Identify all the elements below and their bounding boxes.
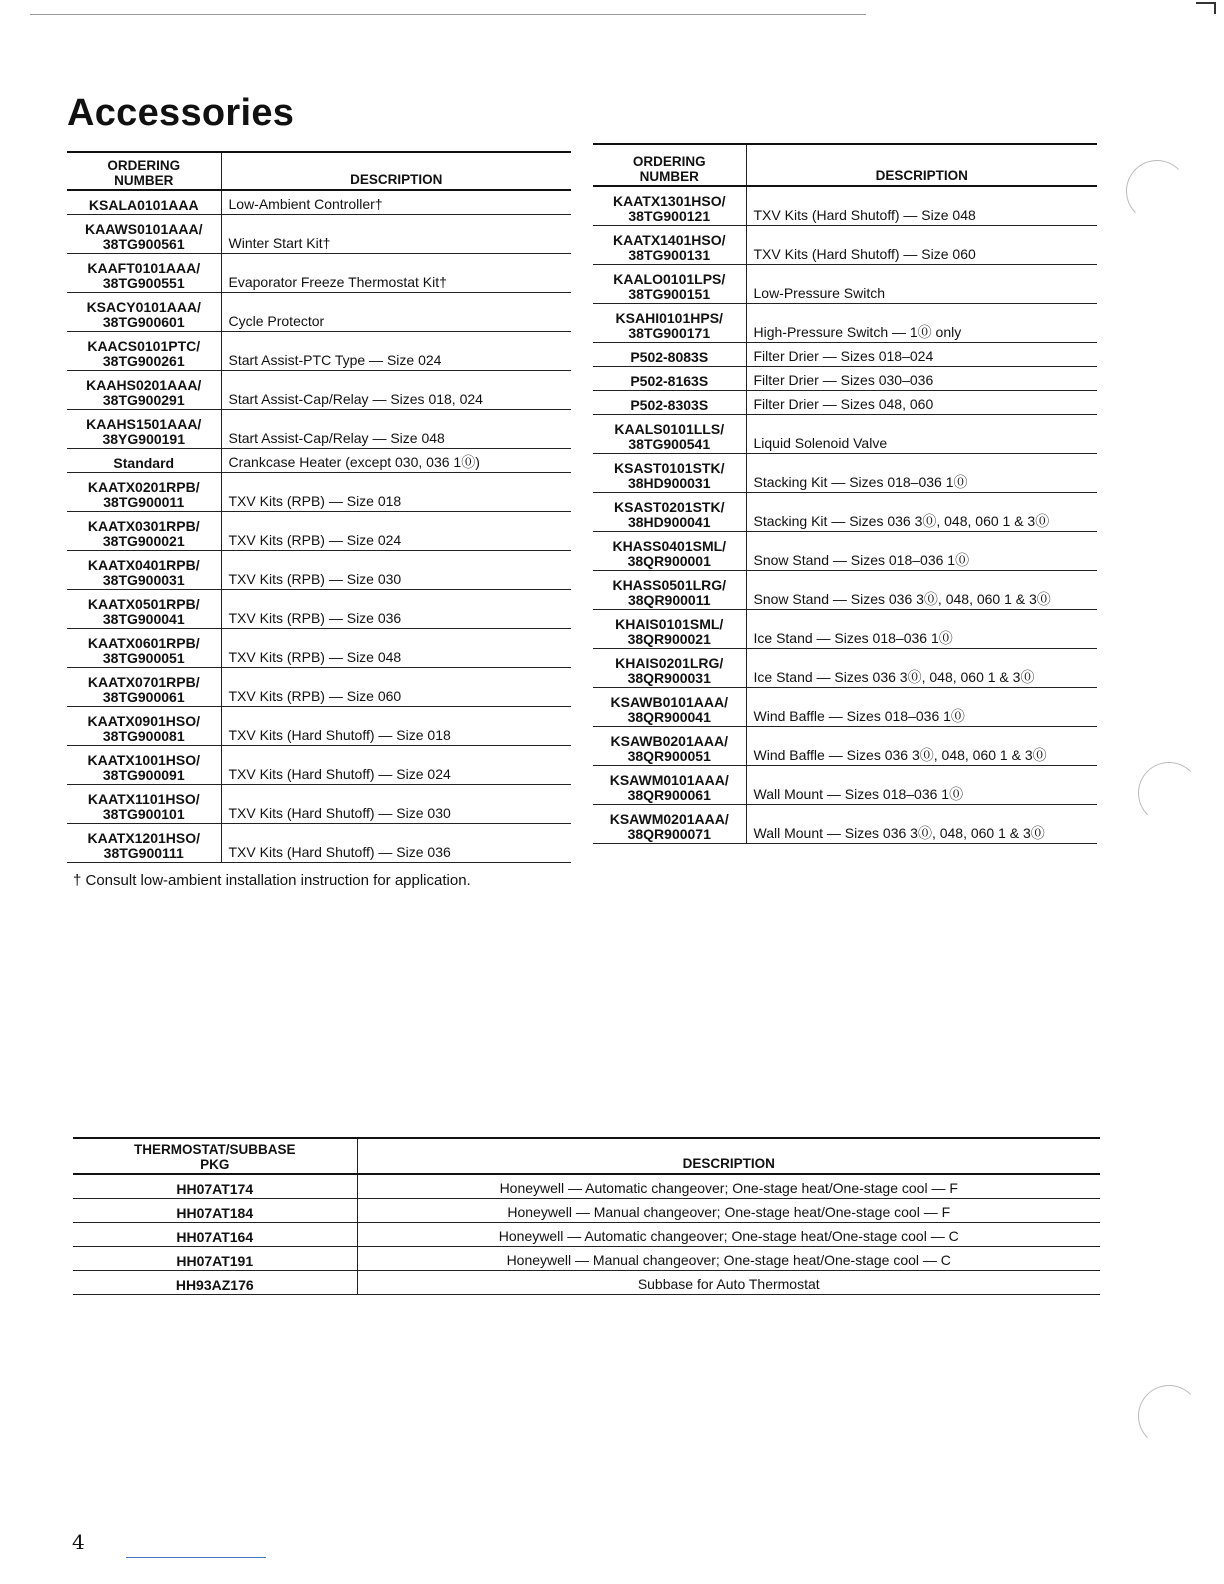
ordering-number: KAATX1001HSO/ 38TG900091 — [87, 751, 201, 783]
table-row — [67, 706, 571, 745]
ordering-number: KSACY0101AAA/ 38TG900601 — [86, 298, 201, 330]
page-number: 4 — [72, 1530, 85, 1554]
ordering-number-cell — [67, 511, 221, 550]
table-row — [67, 370, 571, 409]
table-row — [73, 1270, 1100, 1294]
ordering-number: KAALO0101LPS/ 38TG900151 — [613, 270, 726, 302]
ordering-number: KAATX0301RPB/ 38TG900021 — [87, 517, 200, 549]
table-row — [593, 186, 1097, 225]
description-cell: TXV Kits (Hard Shutoff) — Size 036 — [221, 823, 571, 862]
description-cell: TXV Kits (RPB) — Size 030 — [221, 550, 571, 589]
table-row — [67, 448, 571, 472]
ordering-number-cell — [593, 687, 746, 726]
description-cell: Honeywell — Manual changeover; One-stage heat/One-stage cool — C — [357, 1246, 1100, 1270]
table-row — [593, 303, 1097, 342]
binder-hole-bottom — [1138, 1385, 1200, 1447]
description-cell: TXV Kits (RPB) — Size 048 — [221, 628, 571, 667]
description-cell: Crankcase Heater (except 030, 036 1⓪) — [221, 448, 571, 472]
accessories-table-left — [67, 151, 571, 863]
ordering-number: KAATX0701RPB/ 38TG900061 — [87, 673, 200, 705]
ordering-number: KAAHS1501AAA/ 38YG900191 — [86, 415, 202, 447]
description-cell: Filter Drier — Sizes 048, 060 — [746, 390, 1097, 414]
footnote: † Consult low-ambient installation instruction for application. — [73, 872, 471, 889]
ordering-number-cell — [73, 1174, 357, 1198]
description-cell: Snow Stand — Sizes 018–036 1⓪ — [746, 531, 1097, 570]
ordering-number: HH07AT191 — [176, 1252, 254, 1269]
description-cell: Ice Stand — Sizes 036 3⓪, 048, 060 1 & 3⓪ — [746, 648, 1097, 687]
ordering-number: KSAST0101STK/ 38HD900031 — [614, 459, 725, 491]
table-row — [593, 390, 1097, 414]
ordering-number: KAALS0101LLS/ 38TG900541 — [614, 420, 725, 452]
ordering-number: HH07AT174 — [176, 1180, 254, 1197]
table-row — [593, 453, 1097, 492]
description-cell: Honeywell — Automatic changeover; One-stage heat/One-stage cool — C — [357, 1222, 1100, 1246]
ordering-number-cell — [67, 292, 221, 331]
ordering-number-cell — [593, 609, 746, 648]
ordering-number-cell — [593, 570, 746, 609]
description-cell: Honeywell — Automatic changeover; One-stage heat/One-stage cool — F — [357, 1174, 1100, 1198]
description-cell: Filter Drier — Sizes 018–024 — [746, 342, 1097, 366]
description-cell: TXV Kits (RPB) — Size 024 — [221, 511, 571, 550]
description-cell: Liquid Solenoid Valve — [746, 414, 1097, 453]
table-row — [67, 214, 571, 253]
table-row — [67, 628, 571, 667]
description-cell: TXV Kits (Hard Shutoff) — Size 060 — [746, 225, 1097, 264]
ordering-number-cell — [593, 303, 746, 342]
table-row — [593, 414, 1097, 453]
ordering-number: KHAIS0101SML/ 38QR900021 — [615, 615, 724, 647]
page-title: Accessories — [67, 92, 295, 134]
ordering-number-cell — [67, 706, 221, 745]
ordering-number-cell — [67, 190, 221, 214]
table-row — [67, 550, 571, 589]
ordering-number: KSAWB0101AAA/ 38QR900041 — [610, 693, 728, 725]
ordering-number: KSAWM0201AAA/ 38QR900071 — [609, 810, 729, 842]
ordering-number-cell — [67, 784, 221, 823]
description-header: DESCRIPTION — [357, 1138, 1100, 1174]
ordering-number-header-text: ORDERING NUMBER — [107, 158, 181, 188]
thermostat-pkg-header-text: THERMOSTAT/SUBBASE PKG — [134, 1142, 296, 1172]
table-row — [67, 745, 571, 784]
ordering-number-cell — [67, 823, 221, 862]
description-cell: Winter Start Kit† — [221, 214, 571, 253]
ordering-number: KAAHS0201AAA/ 38TG900291 — [86, 376, 202, 408]
ordering-number: KSAHI0101HPS/ 38TG900171 — [615, 309, 723, 341]
ordering-number-cell — [67, 628, 221, 667]
description-cell: TXV Kits (RPB) — Size 036 — [221, 589, 571, 628]
description-cell: Wall Mount — Sizes 018–036 1⓪ — [746, 765, 1097, 804]
ordering-number: KSAWM0101AAA/ 38QR900061 — [609, 771, 729, 803]
ordering-number-cell — [593, 186, 746, 225]
ordering-number-cell — [593, 342, 746, 366]
ordering-number-cell — [593, 531, 746, 570]
description-header: DESCRIPTION — [746, 144, 1097, 186]
description-cell: Start Assist-Cap/Relay — Size 048 — [221, 409, 571, 448]
ordering-number-cell — [67, 331, 221, 370]
table-row — [593, 687, 1097, 726]
ordering-number-cell — [73, 1270, 357, 1294]
table-row — [73, 1174, 1100, 1198]
ordering-number-cell — [73, 1198, 357, 1222]
description-cell: Low-Ambient Controller† — [221, 190, 571, 214]
ordering-number-cell — [593, 225, 746, 264]
table-row — [67, 409, 571, 448]
table-row — [67, 190, 571, 214]
description-cell: Subbase for Auto Thermostat — [357, 1270, 1100, 1294]
description-cell: TXV Kits (Hard Shutoff) — Size 030 — [221, 784, 571, 823]
description-cell: TXV Kits (Hard Shutoff) — Size 018 — [221, 706, 571, 745]
ordering-number-cell — [67, 409, 221, 448]
ordering-number: KAATX1301HSO/ 38TG900121 — [612, 192, 726, 224]
table-row — [67, 331, 571, 370]
top-rule — [30, 14, 866, 15]
description-cell: TXV Kits (RPB) — Size 018 — [221, 472, 571, 511]
ordering-number: KHAIS0201LRG/ 38QR900031 — [615, 654, 724, 686]
ordering-number-header-text: ORDERING NUMBER — [632, 154, 706, 184]
ordering-number-cell — [73, 1222, 357, 1246]
table-row — [593, 366, 1097, 390]
table-row — [67, 589, 571, 628]
thermostat-pkg-header — [73, 1138, 357, 1174]
ordering-number: HH07AT184 — [176, 1204, 254, 1221]
table-row — [593, 531, 1097, 570]
table-row — [593, 225, 1097, 264]
ordering-number: KAACS0101PTC/ 38TG900261 — [87, 337, 201, 369]
ordering-number-cell — [67, 589, 221, 628]
table-row — [73, 1198, 1100, 1222]
ordering-number: KAATX1201HSO/ 38TG900111 — [87, 829, 201, 861]
ordering-number: KHASS0401SML/ 38QR900001 — [612, 537, 727, 569]
ordering-number-cell — [73, 1246, 357, 1270]
description-cell: Wind Baffle — Sizes 018–036 1⓪ — [746, 687, 1097, 726]
table-row — [593, 570, 1097, 609]
ordering-number-cell — [67, 472, 221, 511]
table-row — [593, 765, 1097, 804]
description-cell: Low-Pressure Switch — [746, 264, 1097, 303]
ordering-number-cell — [593, 390, 746, 414]
table-row — [67, 472, 571, 511]
description-cell: Honeywell — Manual changeover; One-stage heat/One-stage cool — F — [357, 1198, 1100, 1222]
ordering-number-header — [593, 144, 746, 186]
ordering-number: KSALA0101AAA — [88, 196, 199, 213]
ordering-number-cell — [593, 366, 746, 390]
accessories-table-right — [593, 143, 1097, 844]
description-cell: Ice Stand — Sizes 018–036 1⓪ — [746, 609, 1097, 648]
table-row — [67, 667, 571, 706]
ordering-number-header — [67, 152, 221, 190]
ordering-number-cell — [593, 264, 746, 303]
table-row — [593, 342, 1097, 366]
ordering-number: HH07AT164 — [176, 1228, 254, 1245]
description-cell: TXV Kits (RPB) — Size 060 — [221, 667, 571, 706]
description-cell: Filter Drier — Sizes 030–036 — [746, 366, 1097, 390]
table-row — [73, 1246, 1100, 1270]
description-cell: Stacking Kit — Sizes 036 3⓪, 048, 060 1 & 3⓪ — [746, 492, 1097, 531]
ordering-number: P502-8083S — [630, 348, 709, 365]
thermostat-table — [73, 1137, 1100, 1295]
description-cell: Start Assist-Cap/Relay — Sizes 018, 024 — [221, 370, 571, 409]
ordering-number: KAATX1401HSO/ 38TG900131 — [612, 231, 726, 263]
table-row — [67, 292, 571, 331]
description-cell: TXV Kits (Hard Shutoff) — Size 048 — [746, 186, 1097, 225]
table-row — [593, 804, 1097, 843]
ordering-number: KAATX0201RPB/ 38TG900011 — [87, 478, 200, 510]
description-cell: Snow Stand — Sizes 036 3⓪, 048, 060 1 & 3⓪ — [746, 570, 1097, 609]
table-row — [593, 726, 1097, 765]
ordering-number-cell — [593, 492, 746, 531]
ordering-number: P502-8163S — [630, 372, 709, 389]
table-row — [593, 609, 1097, 648]
table-row — [67, 823, 571, 862]
ordering-number: KSAWB0201AAA/ 38QR900051 — [610, 732, 728, 764]
table-row — [67, 511, 571, 550]
table-row — [593, 492, 1097, 531]
ordering-number-cell — [593, 726, 746, 765]
ordering-number-cell — [593, 804, 746, 843]
ordering-number: KAAWS0101AAA/ 38TG900561 — [85, 220, 203, 252]
ordering-number: P502-8303S — [630, 396, 709, 413]
binder-hole-top — [1126, 160, 1188, 222]
ordering-number: HH93AZ176 — [175, 1276, 254, 1293]
description-cell: Stacking Kit — Sizes 018–036 1⓪ — [746, 453, 1097, 492]
description-cell: Wind Baffle — Sizes 036 3⓪, 048, 060 1 & 3⓪ — [746, 726, 1097, 765]
ordering-number-cell — [67, 448, 221, 472]
description-cell: Wall Mount — Sizes 036 3⓪, 048, 060 1 & 3⓪ — [746, 804, 1097, 843]
description-cell: Cycle Protector — [221, 292, 571, 331]
ordering-number: KAATX0501RPB/ 38TG900041 — [87, 595, 200, 627]
ordering-number-cell — [67, 745, 221, 784]
ordering-number: Standard — [113, 454, 175, 471]
description-cell: Start Assist-PTC Type — Size 024 — [221, 331, 571, 370]
bottom-rule — [126, 1557, 266, 1558]
accessories-right-body — [593, 186, 1097, 843]
ordering-number: KAATX1101HSO/ 38TG900101 — [87, 790, 200, 822]
ordering-number-cell — [593, 648, 746, 687]
thermostat-body — [73, 1174, 1100, 1294]
description-cell: TXV Kits (Hard Shutoff) — Size 024 — [221, 745, 571, 784]
corner-crop-mark — [1196, 2, 1216, 14]
table-row — [67, 784, 571, 823]
ordering-number-cell — [67, 253, 221, 292]
table-row — [593, 264, 1097, 303]
description-header: DESCRIPTION — [221, 152, 571, 190]
ordering-number-cell — [593, 765, 746, 804]
table-row — [593, 648, 1097, 687]
ordering-number: KAATX0601RPB/ 38TG900051 — [87, 634, 200, 666]
ordering-number-cell — [593, 453, 746, 492]
table-row — [73, 1222, 1100, 1246]
ordering-number: KAATX0401RPB/ 38TG900031 — [87, 556, 200, 588]
binder-hole-middle — [1138, 762, 1200, 824]
ordering-number-cell — [593, 414, 746, 453]
description-cell: Evaporator Freeze Thermostat Kit† — [221, 253, 571, 292]
ordering-number: KSAST0201STK/ 38HD900041 — [614, 498, 725, 530]
ordering-number-cell — [67, 214, 221, 253]
ordering-number: KAAFT0101AAA/ 38TG900551 — [87, 259, 201, 291]
accessories-left-body — [67, 190, 571, 862]
ordering-number: KHASS0501LRG/ 38QR900011 — [612, 576, 727, 608]
table-row — [67, 253, 571, 292]
description-cell: High-Pressure Switch — 1⓪ only — [746, 303, 1097, 342]
ordering-number-cell — [67, 550, 221, 589]
ordering-number: KAATX0901HSO/ 38TG900081 — [87, 712, 201, 744]
ordering-number-cell — [67, 667, 221, 706]
ordering-number-cell — [67, 370, 221, 409]
